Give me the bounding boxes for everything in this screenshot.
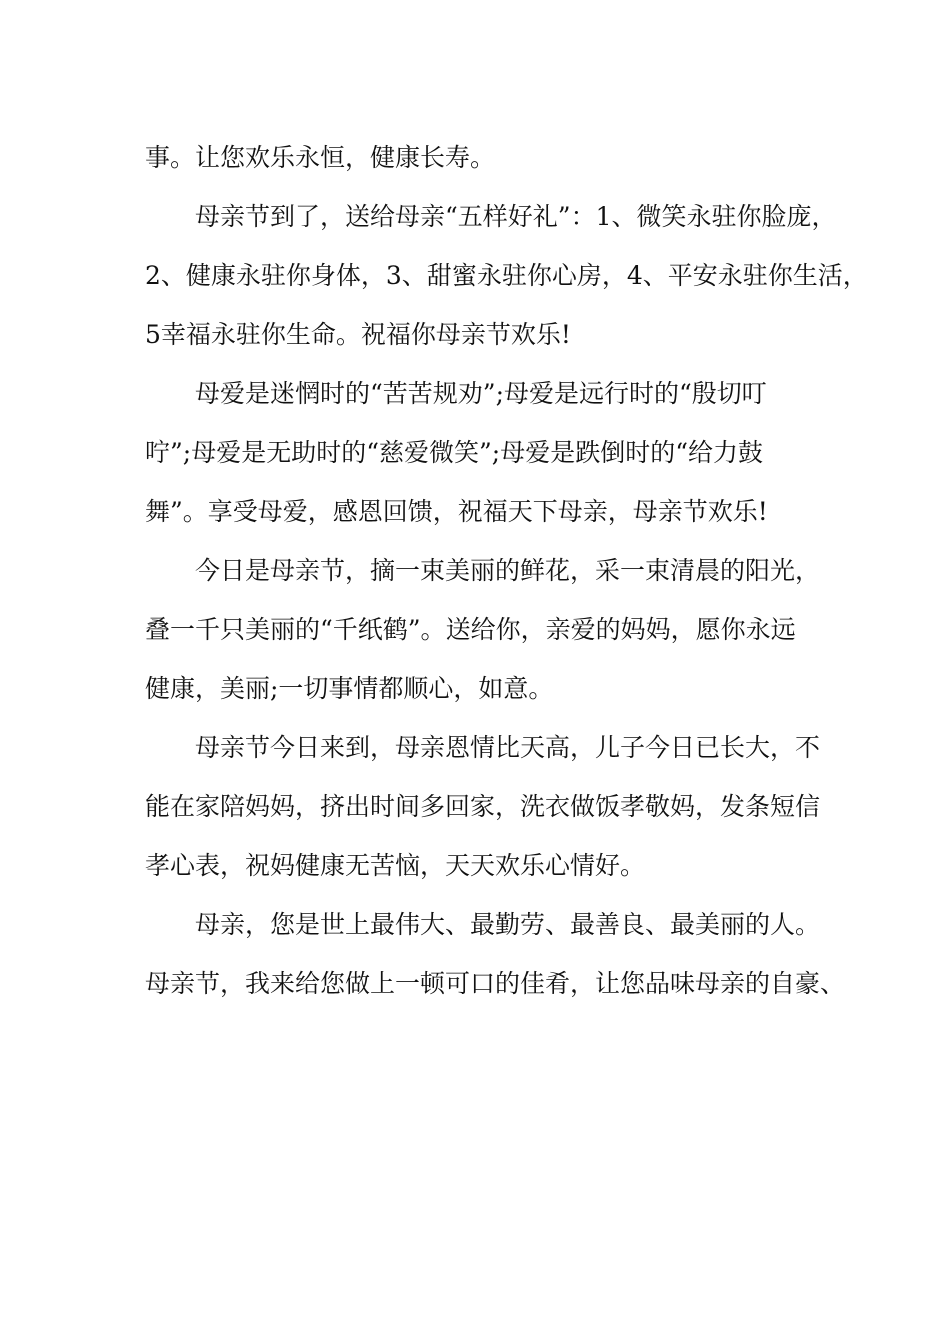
text-line-6: 咛”;母爱是无助时的“慈爱微笑”;母爱是跌倒时的“给力鼓 — [145, 438, 763, 467]
text-line-2: 母亲节到了，送给母亲“五样好礼”：1、微笑永驻你脸庞， — [195, 202, 837, 231]
text-line-4: 5幸福永驻你生命。祝福你母亲节欢乐! — [145, 320, 571, 349]
text-line-3: 2、健康永驻你身体，3、甜蜜永驻你心房，4、平安永驻你生活， — [145, 261, 868, 290]
text-line-9: 叠一千只美丽的“千纸鹤”。送给你，亲爱的妈妈，愿你永远 — [145, 615, 796, 644]
text-line-1: 事。让您欢乐永恒，健康长寿。 — [145, 143, 496, 172]
text-line-10: 健康，美丽;一切事情都顺心，如意。 — [145, 674, 554, 703]
text-line-7: 舞”。享受母爱，感恩回馈，祝福天下母亲，母亲节欢乐! — [145, 497, 768, 526]
text-line-12: 能在家陪妈妈，挤出时间多回家，洗衣做饭孝敬妈，发条短信 — [145, 792, 821, 821]
body-text — [145, 128, 868, 1013]
text-line-8: 今日是母亲节，摘一束美丽的鲜花，采一束清晨的阳光， — [195, 556, 821, 585]
text-line-11: 母亲节今日来到，母亲恩情比天高，儿子今日已长大，不 — [195, 733, 821, 762]
text-line-5: 母爱是迷惘时的“苦苦规劝”;母爱是远行时的“殷切叮 — [195, 379, 767, 408]
text-line-14: 母亲，您是世上最伟大、最勤劳、最善良、最美丽的人。 — [195, 910, 821, 939]
text-line-15: 母亲节，我来给您做上一顿可口的佳肴，让您品味母亲的自豪、 — [145, 969, 846, 998]
text-line-13: 孝心表，祝妈健康无苦恼，天天欢乐心情好。 — [145, 851, 646, 880]
